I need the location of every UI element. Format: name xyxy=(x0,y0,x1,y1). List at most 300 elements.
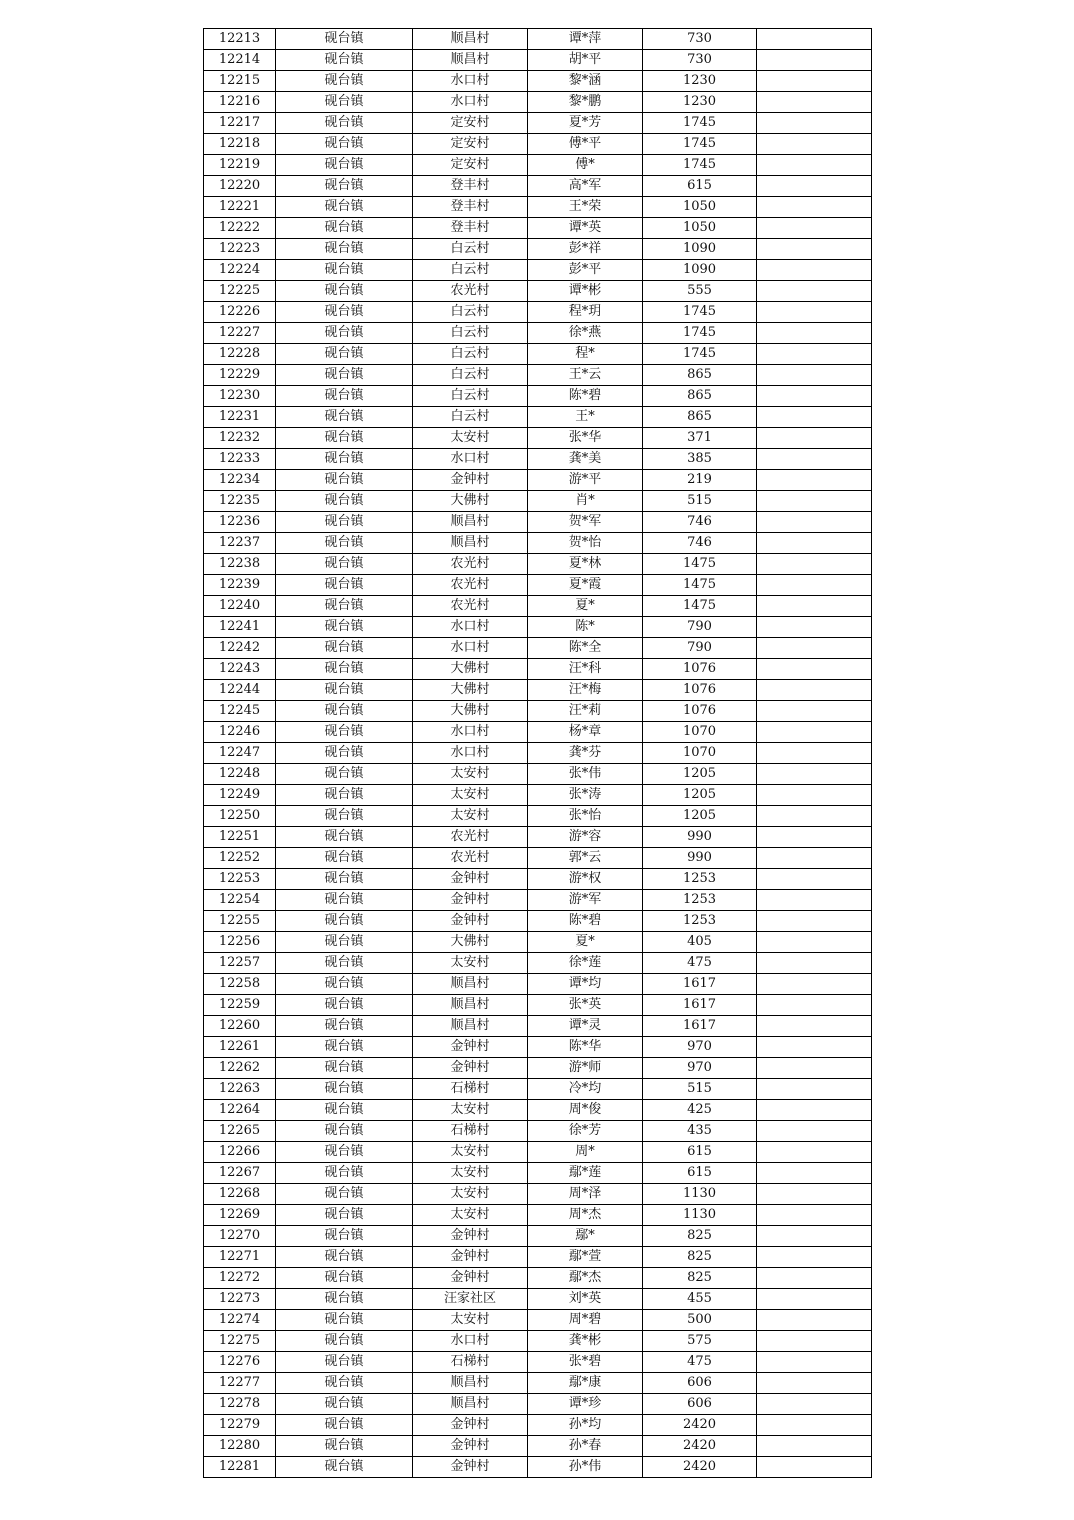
town-cell: 砚台镇 xyxy=(276,1331,413,1352)
row-number-cell: 12272 xyxy=(204,1268,276,1289)
village-cell: 白云村 xyxy=(413,323,528,344)
amount-cell: 405 xyxy=(643,932,757,953)
amount-cell: 475 xyxy=(643,953,757,974)
amount-cell: 385 xyxy=(643,449,757,470)
table-row xyxy=(204,491,872,512)
table-row xyxy=(204,1121,872,1142)
amount-cell: 615 xyxy=(643,1163,757,1184)
town-cell: 砚台镇 xyxy=(276,974,413,995)
village-cell: 农光村 xyxy=(413,827,528,848)
amount-cell: 1745 xyxy=(643,302,757,323)
name-cell: 王*荣 xyxy=(528,197,643,218)
village-cell: 太安村 xyxy=(413,764,528,785)
name-cell: 谭*珍 xyxy=(528,1394,643,1415)
name-cell: 刘*英 xyxy=(528,1289,643,1310)
name-cell: 鄢*杰 xyxy=(528,1268,643,1289)
amount-cell: 2420 xyxy=(643,1415,757,1436)
name-cell: 游*师 xyxy=(528,1058,643,1079)
amount-cell: 1745 xyxy=(643,323,757,344)
amount-cell: 1617 xyxy=(643,1016,757,1037)
village-cell: 太安村 xyxy=(413,1163,528,1184)
table-row xyxy=(204,470,872,491)
table-row xyxy=(204,1247,872,1268)
remark-cell xyxy=(757,1289,872,1310)
town-cell: 砚台镇 xyxy=(276,575,413,596)
row-number-cell: 12261 xyxy=(204,1037,276,1058)
town-cell: 砚台镇 xyxy=(276,1079,413,1100)
town-cell: 砚台镇 xyxy=(276,512,413,533)
row-number-cell: 12228 xyxy=(204,344,276,365)
name-cell: 彭*祥 xyxy=(528,239,643,260)
name-cell: 夏*林 xyxy=(528,554,643,575)
name-cell: 龚*彬 xyxy=(528,1331,643,1352)
remark-cell xyxy=(757,302,872,323)
row-number-cell: 12249 xyxy=(204,785,276,806)
remark-cell xyxy=(757,722,872,743)
town-cell: 砚台镇 xyxy=(276,365,413,386)
town-cell: 砚台镇 xyxy=(276,29,413,50)
remark-cell xyxy=(757,869,872,890)
remark-cell xyxy=(757,659,872,680)
village-cell: 水口村 xyxy=(413,617,528,638)
remark-cell xyxy=(757,113,872,134)
village-cell: 汪家社区 xyxy=(413,1289,528,1310)
town-cell: 砚台镇 xyxy=(276,869,413,890)
amount-cell: 746 xyxy=(643,533,757,554)
name-cell: 孙*均 xyxy=(528,1415,643,1436)
table-row xyxy=(204,1037,872,1058)
table-row xyxy=(204,1331,872,1352)
village-cell: 太安村 xyxy=(413,1205,528,1226)
village-cell: 白云村 xyxy=(413,365,528,386)
village-cell: 水口村 xyxy=(413,722,528,743)
amount-cell: 606 xyxy=(643,1394,757,1415)
name-cell: 周* xyxy=(528,1142,643,1163)
table-row xyxy=(204,848,872,869)
name-cell: 龚*美 xyxy=(528,449,643,470)
table-row xyxy=(204,239,872,260)
name-cell: 肖* xyxy=(528,491,643,512)
name-cell: 龚*芬 xyxy=(528,743,643,764)
village-cell: 水口村 xyxy=(413,1331,528,1352)
town-cell: 砚台镇 xyxy=(276,638,413,659)
village-cell: 太安村 xyxy=(413,428,528,449)
town-cell: 砚台镇 xyxy=(276,596,413,617)
amount-cell: 1617 xyxy=(643,995,757,1016)
remark-cell xyxy=(757,239,872,260)
town-cell: 砚台镇 xyxy=(276,1016,413,1037)
table-row xyxy=(204,806,872,827)
amount-cell: 575 xyxy=(643,1331,757,1352)
town-cell: 砚台镇 xyxy=(276,1142,413,1163)
table-row xyxy=(204,113,872,134)
town-cell: 砚台镇 xyxy=(276,1373,413,1394)
remark-cell xyxy=(757,701,872,722)
name-cell: 夏* xyxy=(528,932,643,953)
town-cell: 砚台镇 xyxy=(276,407,413,428)
table-row xyxy=(204,1268,872,1289)
village-cell: 石梯村 xyxy=(413,1079,528,1100)
town-cell: 砚台镇 xyxy=(276,1163,413,1184)
town-cell: 砚台镇 xyxy=(276,617,413,638)
table-row xyxy=(204,386,872,407)
town-cell: 砚台镇 xyxy=(276,1226,413,1247)
village-cell: 登丰村 xyxy=(413,218,528,239)
name-cell: 王* xyxy=(528,407,643,428)
amount-cell: 425 xyxy=(643,1100,757,1121)
table-row xyxy=(204,869,872,890)
village-cell: 水口村 xyxy=(413,92,528,113)
amount-cell: 990 xyxy=(643,848,757,869)
table-row xyxy=(204,1352,872,1373)
amount-cell: 1050 xyxy=(643,197,757,218)
row-number-cell: 12278 xyxy=(204,1394,276,1415)
table-row xyxy=(204,596,872,617)
name-cell: 游*权 xyxy=(528,869,643,890)
remark-cell xyxy=(757,995,872,1016)
village-cell: 大佛村 xyxy=(413,659,528,680)
name-cell: 徐*芳 xyxy=(528,1121,643,1142)
town-cell: 砚台镇 xyxy=(276,1457,413,1478)
amount-cell: 1745 xyxy=(643,134,757,155)
amount-cell: 615 xyxy=(643,1142,757,1163)
remark-cell xyxy=(757,1373,872,1394)
amount-cell: 500 xyxy=(643,1310,757,1331)
row-number-cell: 12218 xyxy=(204,134,276,155)
town-cell: 砚台镇 xyxy=(276,50,413,71)
town-cell: 砚台镇 xyxy=(276,1289,413,1310)
row-number-cell: 12236 xyxy=(204,512,276,533)
amount-cell: 1617 xyxy=(643,974,757,995)
remark-cell xyxy=(757,1247,872,1268)
remark-cell xyxy=(757,827,872,848)
town-cell: 砚台镇 xyxy=(276,680,413,701)
town-cell: 砚台镇 xyxy=(276,806,413,827)
town-cell: 砚台镇 xyxy=(276,764,413,785)
town-cell: 砚台镇 xyxy=(276,995,413,1016)
name-cell: 夏* xyxy=(528,596,643,617)
row-number-cell: 12226 xyxy=(204,302,276,323)
town-cell: 砚台镇 xyxy=(276,533,413,554)
table-row xyxy=(204,659,872,680)
remark-cell xyxy=(757,512,872,533)
table-row xyxy=(204,743,872,764)
remark-cell xyxy=(757,575,872,596)
name-cell: 徐*燕 xyxy=(528,323,643,344)
name-cell: 王*云 xyxy=(528,365,643,386)
remark-cell xyxy=(757,848,872,869)
table-row xyxy=(204,617,872,638)
row-number-cell: 12267 xyxy=(204,1163,276,1184)
row-number-cell: 12231 xyxy=(204,407,276,428)
table-row xyxy=(204,512,872,533)
row-number-cell: 12215 xyxy=(204,71,276,92)
amount-cell: 1130 xyxy=(643,1184,757,1205)
row-number-cell: 12245 xyxy=(204,701,276,722)
name-cell: 黎*涵 xyxy=(528,71,643,92)
amount-cell: 1090 xyxy=(643,260,757,281)
amount-cell: 1253 xyxy=(643,890,757,911)
village-cell: 金钟村 xyxy=(413,890,528,911)
name-cell: 程*玥 xyxy=(528,302,643,323)
amount-cell: 2420 xyxy=(643,1436,757,1457)
amount-cell: 515 xyxy=(643,1079,757,1100)
name-cell: 张*怡 xyxy=(528,806,643,827)
row-number-cell: 12258 xyxy=(204,974,276,995)
amount-cell: 606 xyxy=(643,1373,757,1394)
remark-cell xyxy=(757,1226,872,1247)
row-number-cell: 12216 xyxy=(204,92,276,113)
village-cell: 白云村 xyxy=(413,239,528,260)
amount-cell: 1076 xyxy=(643,701,757,722)
remark-cell xyxy=(757,50,872,71)
town-cell: 砚台镇 xyxy=(276,260,413,281)
row-number-cell: 12266 xyxy=(204,1142,276,1163)
table-row xyxy=(204,890,872,911)
name-cell: 冷*均 xyxy=(528,1079,643,1100)
table-row xyxy=(204,785,872,806)
name-cell: 陈*碧 xyxy=(528,386,643,407)
remark-cell xyxy=(757,323,872,344)
village-cell: 太安村 xyxy=(413,1100,528,1121)
village-cell: 农光村 xyxy=(413,554,528,575)
remark-cell xyxy=(757,554,872,575)
row-number-cell: 12241 xyxy=(204,617,276,638)
row-number-cell: 12257 xyxy=(204,953,276,974)
name-cell: 郭*云 xyxy=(528,848,643,869)
remark-cell xyxy=(757,1268,872,1289)
remark-cell xyxy=(757,1037,872,1058)
amount-cell: 1745 xyxy=(643,344,757,365)
village-cell: 顺昌村 xyxy=(413,1394,528,1415)
amount-cell: 1475 xyxy=(643,575,757,596)
table-row xyxy=(204,554,872,575)
amount-cell: 730 xyxy=(643,50,757,71)
village-cell: 白云村 xyxy=(413,260,528,281)
remark-cell xyxy=(757,1163,872,1184)
village-cell: 太安村 xyxy=(413,1310,528,1331)
table-row xyxy=(204,323,872,344)
table-row xyxy=(204,932,872,953)
row-number-cell: 12242 xyxy=(204,638,276,659)
table-row xyxy=(204,449,872,470)
name-cell: 汪*科 xyxy=(528,659,643,680)
name-cell: 黎*鹏 xyxy=(528,92,643,113)
amount-cell: 1253 xyxy=(643,869,757,890)
name-cell: 谭*彬 xyxy=(528,281,643,302)
row-number-cell: 12259 xyxy=(204,995,276,1016)
remark-cell xyxy=(757,281,872,302)
name-cell: 周*杰 xyxy=(528,1205,643,1226)
remark-cell xyxy=(757,638,872,659)
row-number-cell: 12263 xyxy=(204,1079,276,1100)
row-number-cell: 12253 xyxy=(204,869,276,890)
village-cell: 顺昌村 xyxy=(413,995,528,1016)
table-body xyxy=(204,29,872,1478)
town-cell: 砚台镇 xyxy=(276,1037,413,1058)
remark-cell xyxy=(757,680,872,701)
table-row xyxy=(204,407,872,428)
remark-cell xyxy=(757,470,872,491)
row-number-cell: 12243 xyxy=(204,659,276,680)
amount-cell: 970 xyxy=(643,1037,757,1058)
row-number-cell: 12238 xyxy=(204,554,276,575)
remark-cell xyxy=(757,1016,872,1037)
remark-cell xyxy=(757,29,872,50)
row-number-cell: 12213 xyxy=(204,29,276,50)
row-number-cell: 12248 xyxy=(204,764,276,785)
table-row xyxy=(204,1184,872,1205)
amount-cell: 615 xyxy=(643,176,757,197)
village-cell: 农光村 xyxy=(413,281,528,302)
amount-cell: 1745 xyxy=(643,113,757,134)
village-cell: 金钟村 xyxy=(413,1058,528,1079)
town-cell: 砚台镇 xyxy=(276,554,413,575)
remark-cell xyxy=(757,1184,872,1205)
row-number-cell: 12223 xyxy=(204,239,276,260)
remark-cell xyxy=(757,134,872,155)
remark-cell xyxy=(757,71,872,92)
town-cell: 砚台镇 xyxy=(276,323,413,344)
table-row xyxy=(204,911,872,932)
village-cell: 水口村 xyxy=(413,449,528,470)
village-cell: 顺昌村 xyxy=(413,1016,528,1037)
village-cell: 太安村 xyxy=(413,806,528,827)
town-cell: 砚台镇 xyxy=(276,890,413,911)
village-cell: 登丰村 xyxy=(413,176,528,197)
town-cell: 砚台镇 xyxy=(276,176,413,197)
amount-cell: 790 xyxy=(643,617,757,638)
name-cell: 鄢*莲 xyxy=(528,1163,643,1184)
remark-cell xyxy=(757,1100,872,1121)
table-row xyxy=(204,344,872,365)
remark-cell xyxy=(757,1394,872,1415)
row-number-cell: 12224 xyxy=(204,260,276,281)
remark-cell xyxy=(757,1310,872,1331)
name-cell: 陈*全 xyxy=(528,638,643,659)
town-cell: 砚台镇 xyxy=(276,449,413,470)
village-cell: 登丰村 xyxy=(413,197,528,218)
row-number-cell: 12246 xyxy=(204,722,276,743)
name-cell: 傅* xyxy=(528,155,643,176)
amount-cell: 515 xyxy=(643,491,757,512)
amount-cell: 865 xyxy=(643,386,757,407)
table-row xyxy=(204,1457,872,1478)
village-cell: 农光村 xyxy=(413,848,528,869)
name-cell: 谭*萍 xyxy=(528,29,643,50)
town-cell: 砚台镇 xyxy=(276,722,413,743)
table-row xyxy=(204,302,872,323)
remark-cell xyxy=(757,1121,872,1142)
table-row xyxy=(204,1394,872,1415)
amount-cell: 825 xyxy=(643,1247,757,1268)
row-number-cell: 12273 xyxy=(204,1289,276,1310)
name-cell: 游*容 xyxy=(528,827,643,848)
remark-cell xyxy=(757,407,872,428)
table-row xyxy=(204,218,872,239)
name-cell: 汪*莉 xyxy=(528,701,643,722)
town-cell: 砚台镇 xyxy=(276,302,413,323)
table-row xyxy=(204,29,872,50)
table-row xyxy=(204,680,872,701)
row-number-cell: 12239 xyxy=(204,575,276,596)
name-cell: 高*军 xyxy=(528,176,643,197)
village-cell: 水口村 xyxy=(413,743,528,764)
amount-cell: 1230 xyxy=(643,71,757,92)
name-cell: 鄢*萱 xyxy=(528,1247,643,1268)
town-cell: 砚台镇 xyxy=(276,1184,413,1205)
name-cell: 孙*伟 xyxy=(528,1457,643,1478)
village-cell: 金钟村 xyxy=(413,869,528,890)
town-cell: 砚台镇 xyxy=(276,701,413,722)
village-cell: 水口村 xyxy=(413,638,528,659)
remark-cell xyxy=(757,1058,872,1079)
amount-cell: 1745 xyxy=(643,155,757,176)
village-cell: 金钟村 xyxy=(413,1457,528,1478)
amount-cell: 1205 xyxy=(643,764,757,785)
amount-cell: 970 xyxy=(643,1058,757,1079)
remark-cell xyxy=(757,890,872,911)
remark-cell xyxy=(757,1457,872,1478)
name-cell: 游*平 xyxy=(528,470,643,491)
data-table xyxy=(203,28,872,1478)
town-cell: 砚台镇 xyxy=(276,281,413,302)
table-row xyxy=(204,533,872,554)
name-cell: 周*泽 xyxy=(528,1184,643,1205)
row-number-cell: 12256 xyxy=(204,932,276,953)
town-cell: 砚台镇 xyxy=(276,1352,413,1373)
row-number-cell: 12232 xyxy=(204,428,276,449)
table-row xyxy=(204,50,872,71)
town-cell: 砚台镇 xyxy=(276,785,413,806)
table-row xyxy=(204,92,872,113)
row-number-cell: 12214 xyxy=(204,50,276,71)
row-number-cell: 12251 xyxy=(204,827,276,848)
village-cell: 石梯村 xyxy=(413,1121,528,1142)
name-cell: 陈*碧 xyxy=(528,911,643,932)
village-cell: 顺昌村 xyxy=(413,1373,528,1394)
remark-cell xyxy=(757,1331,872,1352)
row-number-cell: 12229 xyxy=(204,365,276,386)
remark-cell xyxy=(757,1079,872,1100)
village-cell: 农光村 xyxy=(413,575,528,596)
name-cell: 贺*军 xyxy=(528,512,643,533)
row-number-cell: 12250 xyxy=(204,806,276,827)
town-cell: 砚台镇 xyxy=(276,428,413,449)
town-cell: 砚台镇 xyxy=(276,1121,413,1142)
row-number-cell: 12233 xyxy=(204,449,276,470)
remark-cell xyxy=(757,932,872,953)
village-cell: 白云村 xyxy=(413,344,528,365)
table-row xyxy=(204,197,872,218)
table-row xyxy=(204,1289,872,1310)
name-cell: 张*伟 xyxy=(528,764,643,785)
table-row xyxy=(204,1016,872,1037)
table-row xyxy=(204,1436,872,1457)
amount-cell: 1090 xyxy=(643,239,757,260)
town-cell: 砚台镇 xyxy=(276,659,413,680)
name-cell: 谭*均 xyxy=(528,974,643,995)
name-cell: 鄢*康 xyxy=(528,1373,643,1394)
row-number-cell: 12279 xyxy=(204,1415,276,1436)
name-cell: 周*碧 xyxy=(528,1310,643,1331)
name-cell: 彭*平 xyxy=(528,260,643,281)
town-cell: 砚台镇 xyxy=(276,1394,413,1415)
remark-cell xyxy=(757,155,872,176)
village-cell: 金钟村 xyxy=(413,470,528,491)
table-row xyxy=(204,1142,872,1163)
amount-cell: 1205 xyxy=(643,806,757,827)
